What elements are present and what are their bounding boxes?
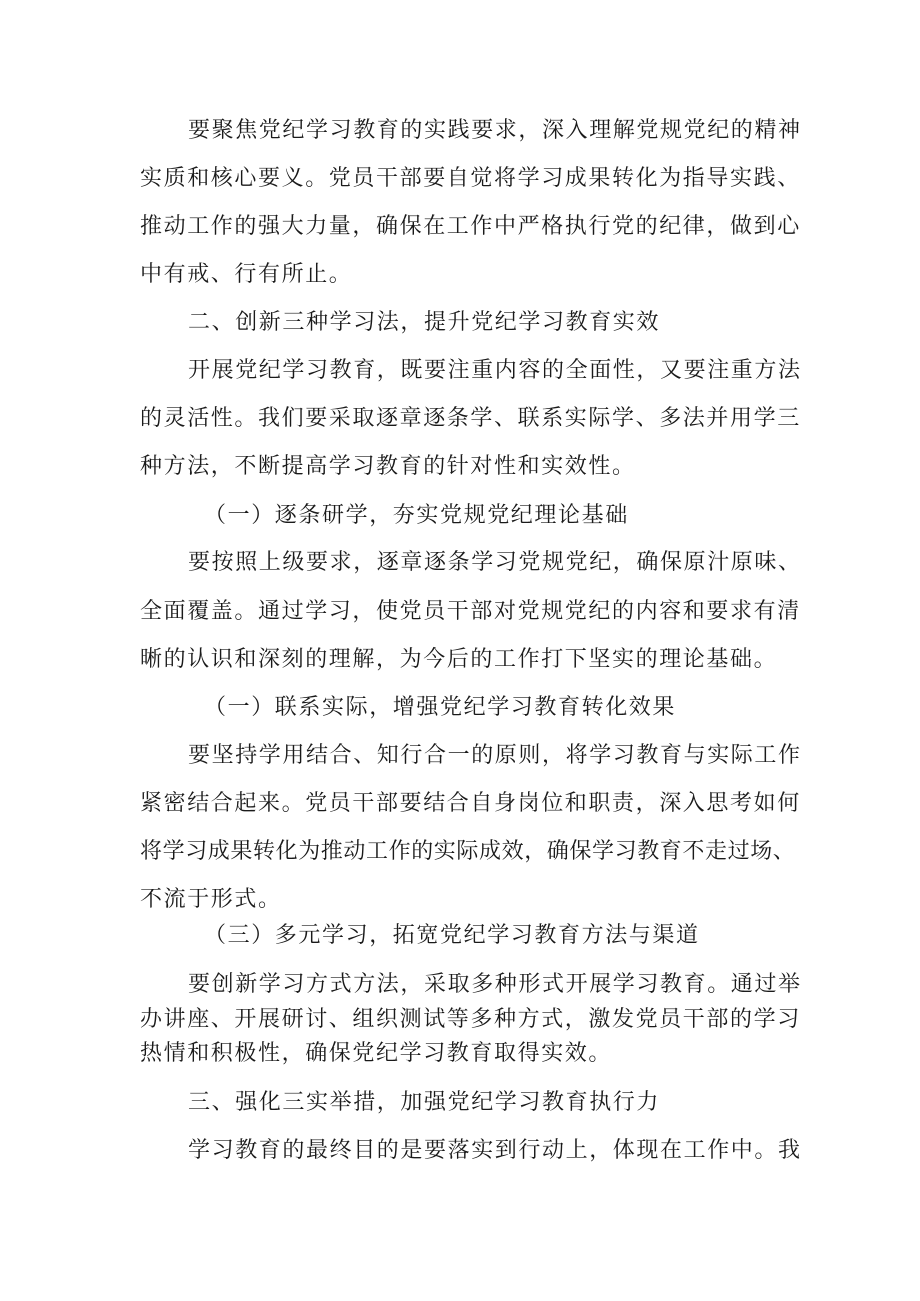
section-heading: 三、强化三实举措，加强党纪学习教育执行力 (188, 1090, 661, 1115)
paragraph-line: 全面覆盖。通过学习，使党员干部对党规党纪的内容和要求有清 (140, 599, 801, 624)
paragraph-line: 种方法，不断提高学习教育的针对性和实效性。 (140, 454, 636, 479)
paragraph-line: 办讲座、开展研讨、组织测试等多种方式，激发党员干部的学习 (140, 1007, 801, 1032)
paragraph-line: 要坚持学用结合、知行合一的原则，将学习教育与实际工作 (188, 743, 802, 768)
paragraph-line: 晰的认识和深刻的理解，为今后的工作打下坚实的理论基础。 (140, 647, 778, 672)
subsection-heading: （三）多元学习，拓宽党纪学习教育方法与渠道 (204, 923, 700, 948)
paragraph-line: 将学习成果转化为推动工作的实际成效，确保学习教育不走过场、 (140, 839, 796, 864)
section-heading: 二、创新三种学习法，提升党纪学习教育实效 (188, 310, 661, 335)
paragraph-line: 推动工作的强大力量，确保在工作中严格执行党的纪律，做到心 (140, 214, 801, 239)
paragraph-line: 不流于形式。 (140, 887, 282, 912)
paragraph-line: 要聚焦党纪学习教育的实践要求，深入理解党规党纪的精神 (188, 118, 802, 143)
paragraph-line: 开展党纪学习教育，既要注重内容的全面性，又要注重方法 (188, 358, 802, 383)
paragraph-line: 的灵活性。我们要采取逐章逐条学、联系实际学、多法并用学三 (140, 406, 801, 431)
subsection-heading: （一）联系实际，增强党纪学习教育转化效果 (204, 695, 677, 720)
paragraph-line: 要按照上级要求，逐章逐条学习党规党纪，确保原汁原味、 (188, 550, 802, 575)
paragraph-line: 要创新学习方式方法，采取多种形式开展学习教育。通过举 (188, 972, 802, 997)
paragraph-line: 紧密结合起来。党员干部要结合自身岗位和职责，深入思考如何 (140, 791, 801, 816)
paragraph-line: 学习教育的最终目的是要落实到行动上，体现在工作中。我 (188, 1138, 802, 1163)
paragraph-line: 热情和积极性，确保党纪学习教育取得实效。 (140, 1041, 613, 1066)
paragraph-line: 实质和核心要义。党员干部要自觉将学习成果转化为指导实践、 (140, 166, 801, 191)
subsection-heading: （一）逐条研学，夯实党规党纪理论基础 (204, 503, 629, 528)
paragraph-line: 中有戒、行有所止。 (140, 262, 353, 287)
